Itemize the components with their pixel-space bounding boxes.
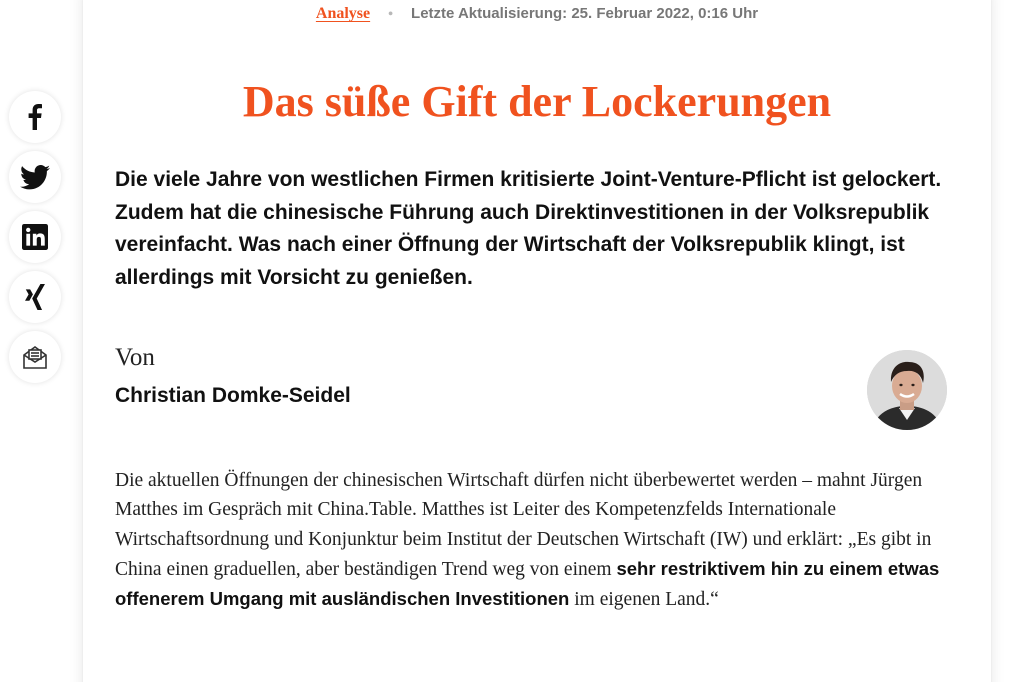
article-meta — [83, 5, 991, 23]
share-twitter-button[interactable] — [9, 151, 61, 203]
facebook-icon — [28, 104, 42, 130]
last-updated: Letzte Aktualisierung: 25. Februar 2022, 0:16 Uhr — [411, 5, 759, 22]
email-icon — [21, 344, 49, 370]
body-text-bold: sehr restriktivem hin zu einem etwas offenerem Umgang mit ausländischen Investitionen — [115, 557, 940, 610]
meta-separator: • — [388, 7, 394, 22]
share-facebook-button[interactable] — [9, 91, 61, 143]
category-link[interactable]: Analyse — [315, 5, 371, 22]
article-lead: Die viele Jahre von westlichen Firmen kritisierte Joint-Venture-Pflicht ist gelockert. Zudem hat die chinesische Führung auch Direktinvestitionen in der Volksrepublik vereinfacht. Was nach einer Öffnung der Wirtschaft der Volksrepublik klingt, ist allerdings mit Vorsicht zu genießen. — [115, 168, 942, 289]
share-email-button[interactable] — [9, 331, 61, 383]
xing-icon — [24, 284, 46, 310]
share-xing-button[interactable] — [9, 271, 61, 323]
author-avatar[interactable] — [867, 350, 947, 430]
linkedin-icon — [22, 224, 48, 250]
article-body — [115, 466, 965, 614]
author-name[interactable]: Christian Domke-Seidel — [115, 384, 351, 407]
share-linkedin-button[interactable] — [9, 211, 61, 263]
byline-prefix: Von — [115, 344, 155, 371]
article-card — [83, 0, 991, 682]
article-headline: Das süße Gift der Lockerungen — [242, 77, 832, 126]
body-text-part2: im eigenen Land.“ — [569, 589, 719, 611]
twitter-icon — [20, 165, 50, 190]
body-text-part1: Die aktuellen Öffnungen der chinesischen Wirtschaft dürfen nicht überbewertet werden – mahnt Jürgen Matthes im Gespräch mit China.Table. Matthes ist Leiter des Kompetenzfelds Internationale Wirtschaftsordnung und Konjunktur beim Institut der Deutschen Wirtschaft (IW) und erklärt: „Es gibt in China einen graduellen, aber beständigen Trend weg von einem — [115, 470, 932, 580]
